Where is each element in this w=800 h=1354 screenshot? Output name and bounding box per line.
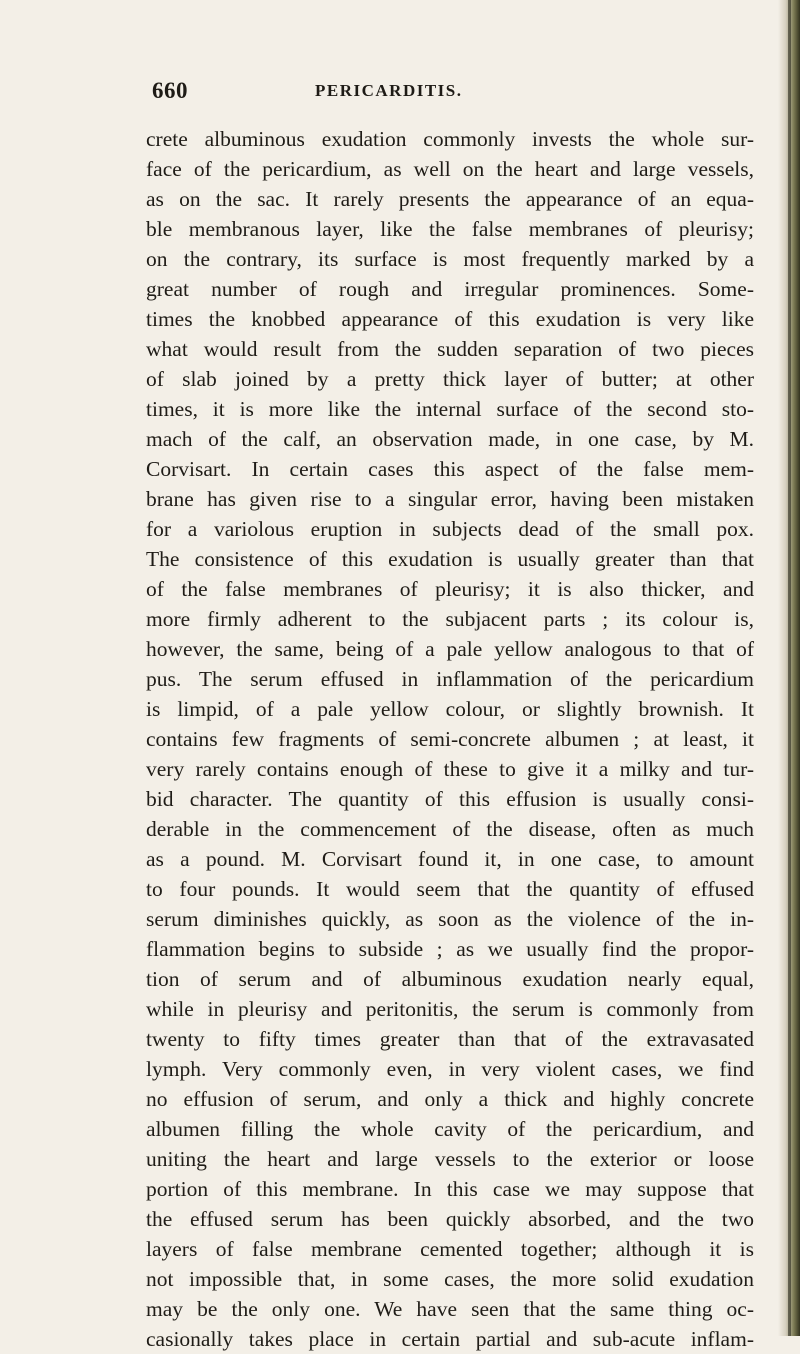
text-line: contains few fragments of semi-concrete albumen ; at least, it [146, 727, 754, 751]
page-edge-line [788, 0, 791, 1336]
text-line: casionally takes place in certain partial and sub-acute inflam- [146, 1327, 754, 1351]
page-number: 660 [152, 78, 188, 103]
text-line: of slab joined by a pretty thick layer of butter; at other [146, 367, 754, 391]
text-line: portion of this membrane. In this case we may suppose that [146, 1177, 754, 1201]
text-line: layers of false membrane cemented together; although it is [146, 1237, 754, 1261]
text-line: more firmly adherent to the subjacent parts ; its colour is, [146, 607, 754, 631]
text-line: times, it is more like the internal surface of the second sto- [146, 397, 754, 421]
text-line: serum diminishes quickly, as soon as the violence of the in- [146, 907, 754, 931]
text-line: as on the sac. It rarely presents the appearance of an equa- [146, 187, 754, 211]
body-text [146, 124, 754, 1354]
text-line: very rarely contains enough of these to give it a milky and tur- [146, 757, 754, 781]
text-line: uniting the heart and large vessels to the exterior or loose [146, 1147, 754, 1171]
text-line: face of the pericardium, as well on the heart and large vessels, [146, 157, 754, 181]
text-line: times the knobbed appearance of this exudation is very like [146, 307, 754, 331]
text-line: crete albuminous exudation commonly invests the whole sur- [146, 127, 754, 151]
text-line: the effused serum has been quickly absorbed, and the two [146, 1207, 754, 1231]
text-line: Corvisart. In certain cases this aspect of the false mem- [146, 457, 754, 481]
text-line: to four pounds. It would seem that the quantity of effused [146, 877, 754, 901]
text-line: what would result from the sudden separation of two pieces [146, 337, 754, 361]
text-line: not impossible that, in some cases, the more solid exudation [146, 1267, 754, 1291]
running-head: PERICARDITIS. [315, 81, 463, 100]
text-line: as a pound. M. Corvisart found it, in one case, to amount [146, 847, 754, 871]
text-line: however, the same, being of a pale yellow analogous to that of [146, 637, 754, 661]
text-line: pus. The serum effused in inflammation of the pericardium [146, 667, 754, 691]
text-line: may be the only one. We have seen that the same thing oc- [146, 1297, 754, 1321]
text-line: ble membranous layer, like the false membranes of pleurisy; [146, 217, 754, 241]
text-line: lymph. Very commonly even, in very violent cases, we find [146, 1057, 754, 1081]
text-line: great number of rough and irregular prominences. Some- [146, 277, 754, 301]
text-line: while in pleurisy and peritonitis, the serum is commonly from [146, 997, 754, 1021]
text-line: bid character. The quantity of this effusion is usually consi- [146, 787, 754, 811]
page-header [152, 78, 712, 108]
text-line: twenty to fifty times greater than that of the extravasated [146, 1027, 754, 1051]
text-line: no effusion of serum, and only a thick and highly concrete [146, 1087, 754, 1111]
text-line: albumen filling the whole cavity of the pericardium, and [146, 1117, 754, 1141]
text-line: for a variolous eruption in subjects dead of the small pox. [146, 517, 754, 541]
text-line: derable in the commencement of the disease, often as much [146, 817, 754, 841]
text-line: mach of the calf, an observation made, in one case, by M. [146, 427, 754, 451]
text-line: is limpid, of a pale yellow colour, or slightly brownish. It [146, 697, 754, 721]
text-line: The consistence of this exudation is usually greater than that [146, 547, 754, 571]
text-line: flammation begins to subside ; as we usually find the propor- [146, 937, 754, 961]
text-line: of the false membranes of pleurisy; it is also thicker, and [146, 577, 754, 601]
text-line: tion of serum and of albuminous exudation nearly equal, [146, 967, 754, 991]
text-line: on the contrary, its surface is most frequently marked by a [146, 247, 754, 271]
text-line: brane has given rise to a singular error, having been mistaken [146, 487, 754, 511]
